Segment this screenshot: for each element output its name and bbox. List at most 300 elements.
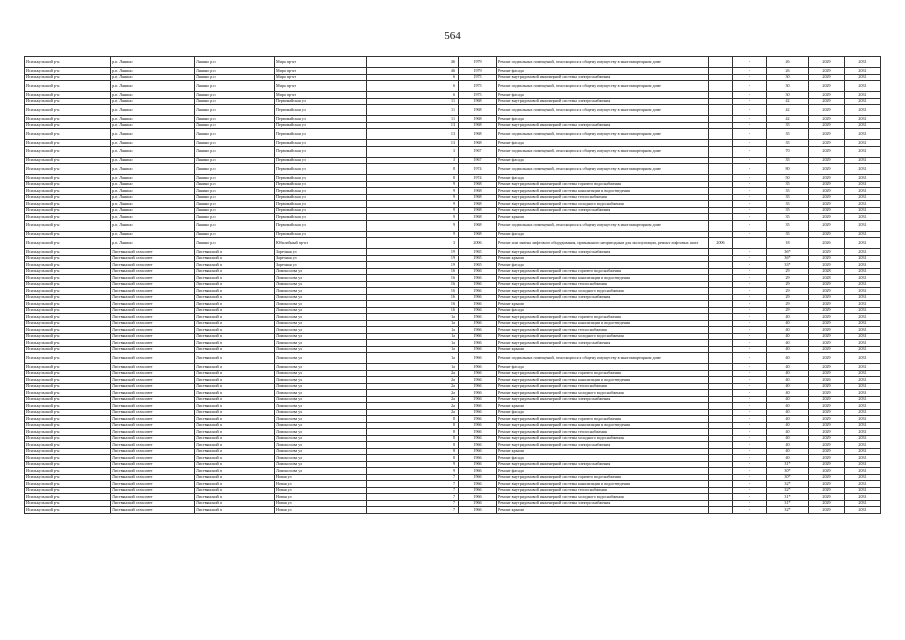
settlement-cell: Листвянский сельсовет <box>111 409 195 416</box>
table-row <box>25 146 881 157</box>
settlement-cell: Листвянский сельсовет <box>111 429 195 436</box>
table-row <box>25 220 881 231</box>
value-cell: 40 <box>767 422 809 429</box>
dash-cell: - <box>733 262 767 269</box>
end-year-cell: 2031 <box>845 249 881 256</box>
locality-cell: Лянино р.п <box>195 140 275 147</box>
locality-cell: Листвянский п <box>195 340 275 347</box>
house-number-cell: 8 <box>367 422 459 429</box>
dash-cell: - <box>733 129 767 140</box>
house-number-cell: 8 <box>367 175 459 182</box>
house-number-cell: 1а <box>367 353 459 364</box>
end-year-cell: 2031 <box>845 494 881 501</box>
settlement-cell: р.п. Лянино <box>111 129 195 140</box>
end-year-cell: 2031 <box>845 275 881 282</box>
dash-cell: - <box>733 175 767 182</box>
locality-cell: Листвянский п <box>195 301 275 308</box>
commission-year-cell <box>709 57 733 68</box>
dash-cell: - <box>733 481 767 488</box>
settlement-cell: р.п. Лянино <box>111 188 195 195</box>
start-year-cell: 2029 <box>809 81 845 92</box>
street-cell: Ломоносова ул <box>275 416 367 423</box>
settlement-cell: р.п. Лянино <box>111 194 195 201</box>
district-cell: Исилькульский р-н <box>25 409 111 416</box>
dash-cell: - <box>733 181 767 188</box>
work-type-cell: Ремонт внутридомовой инженерной системы холодного водоснабжения <box>497 201 709 208</box>
end-year-cell: 2031 <box>845 214 881 221</box>
house-number-cell: 7 <box>367 500 459 507</box>
value-cell: 40 <box>767 396 809 403</box>
start-year-cell: 2029 <box>809 231 845 238</box>
work-type-cell: Ремонт внутридомовой инженерной системы холодного водоснабжения <box>497 333 709 340</box>
district-cell: Исилькульский р-н <box>25 301 111 308</box>
work-type-cell: Ремонт фасада <box>497 231 709 238</box>
work-type-cell: Ремонт внутридомовой инженерной системы канализации и водоотведения <box>497 481 709 488</box>
dash-cell: - <box>733 383 767 390</box>
street-cell: Ломоносова ул <box>275 288 367 295</box>
settlement-cell: Листвянский сельсовет <box>111 448 195 455</box>
commission-year-cell <box>709 146 733 157</box>
value-cell: 31* <box>767 461 809 468</box>
settlement-cell: Листвянский сельсовет <box>111 383 195 390</box>
dash-cell: - <box>733 146 767 157</box>
locality-cell: Листвянский п <box>195 487 275 494</box>
dash-cell: - <box>733 333 767 340</box>
street-cell: Первомайская ул <box>275 220 367 231</box>
end-year-cell: 2031 <box>845 409 881 416</box>
start-year-cell: 2029 <box>809 461 845 468</box>
house-number-cell: 16 <box>367 275 459 282</box>
end-year-cell: 2031 <box>845 507 881 514</box>
dash-cell: - <box>733 370 767 377</box>
district-cell: Исилькульский р-н <box>25 194 111 201</box>
street-cell: Ломоносова ул <box>275 327 367 334</box>
street-cell: Ломоносова ул <box>275 435 367 442</box>
dash-cell: - <box>733 346 767 353</box>
end-year-cell: 2031 <box>845 57 881 68</box>
settlement-cell: Листвянский сельсовет <box>111 481 195 488</box>
table-body <box>25 57 881 514</box>
street-cell: Новая ул <box>275 487 367 494</box>
start-year-cell: 2029 <box>809 294 845 301</box>
dash-cell: - <box>733 105 767 116</box>
start-year-cell: 2029 <box>809 396 845 403</box>
settlement-cell: Листвянский сельсовет <box>111 249 195 256</box>
value-cell: 40 <box>767 314 809 321</box>
house-number-cell: 2а <box>367 370 459 377</box>
dash-cell: - <box>733 122 767 129</box>
end-year-cell: 2031 <box>845 194 881 201</box>
dash-cell: - <box>733 474 767 481</box>
district-cell: Исилькульский р-н <box>25 146 111 157</box>
start-year-cell: 2028 <box>809 275 845 282</box>
value-cell: 32* <box>767 481 809 488</box>
end-year-cell: 2031 <box>845 487 881 494</box>
dash-cell: - <box>733 74 767 81</box>
locality-cell: Листвянский п <box>195 370 275 377</box>
work-type-cell: Ремонт фасада <box>497 140 709 147</box>
district-cell: Исилькульский р-н <box>25 157 111 164</box>
locality-cell: Лянино р.п <box>195 146 275 157</box>
district-cell: Исилькульский р-н <box>25 429 111 436</box>
house-number-cell: 7 <box>367 487 459 494</box>
work-type-cell: Ремонт внутридомовой инженерной системы канализации и водоотведения <box>497 188 709 195</box>
dash-cell: - <box>733 377 767 384</box>
start-year-cell: 2029 <box>809 140 845 147</box>
work-type-cell: Ремонт фасада <box>497 116 709 123</box>
settlement-cell: р.п. Лянино <box>111 68 195 75</box>
start-year-cell: 2029 <box>809 116 845 123</box>
locality-cell: Листвянский п <box>195 455 275 462</box>
locality-cell: Листвянский п <box>195 474 275 481</box>
district-cell: Исилькульский р-н <box>25 327 111 334</box>
value-cell: 40 <box>767 442 809 449</box>
build-year-cell: 1966 <box>459 301 497 308</box>
dash-cell: - <box>733 207 767 214</box>
start-year-cell: 2029 <box>809 364 845 371</box>
work-type-cell: Ремонт крыши <box>497 255 709 262</box>
work-type-cell: Ремонт внутридомовой инженерной системы холодного водоснабжения <box>497 390 709 397</box>
dash-cell: - <box>733 288 767 295</box>
end-year-cell: 2031 <box>845 164 881 175</box>
street-cell: Ломоносова ул <box>275 333 367 340</box>
street-cell: Ломоносова ул <box>275 396 367 403</box>
street-cell: Ломоносова ул <box>275 377 367 384</box>
end-year-cell: 2031 <box>845 314 881 321</box>
settlement-cell: р.п. Лянино <box>111 181 195 188</box>
end-year-cell: 2031 <box>845 181 881 188</box>
house-number-cell: 16 <box>367 307 459 314</box>
locality-cell: Листвянский п <box>195 383 275 390</box>
locality-cell: Листвянский п <box>195 429 275 436</box>
house-number-cell: 13 <box>367 122 459 129</box>
settlement-cell: р.п. Лянино <box>111 98 195 105</box>
house-number-cell: 1а <box>367 340 459 347</box>
start-year-cell: 2029 <box>809 494 845 501</box>
settlement-cell: Листвянский сельсовет <box>111 288 195 295</box>
house-number-cell: 1а <box>367 314 459 321</box>
work-type-cell: Ремонт внутридомовой инженерной системы теплоснабжения <box>497 194 709 201</box>
dash-cell: - <box>733 390 767 397</box>
work-type-cell: Ремонт внутридомовой инженерной системы теплоснабжения <box>497 281 709 288</box>
dash-cell: - <box>733 275 767 282</box>
house-number-cell: 9 <box>367 188 459 195</box>
dash-cell: - <box>733 442 767 449</box>
work-type-cell: Ремонт фасада <box>497 468 709 475</box>
work-type-cell: Ремонт внутридомовой инженерной системы электроснабжения <box>497 122 709 129</box>
locality-cell: Листвянский п <box>195 403 275 410</box>
settlement-cell: Листвянский сельсовет <box>111 255 195 262</box>
value-cell: 40 <box>767 320 809 327</box>
start-year-cell: 2029 <box>809 98 845 105</box>
start-year-cell: 2029 <box>809 442 845 449</box>
value-cell: 35 <box>767 122 809 129</box>
value-cell: 40 <box>767 327 809 334</box>
commission-year-cell <box>709 164 733 175</box>
locality-cell: Листвянский п <box>195 377 275 384</box>
start-year-cell: 2029 <box>809 500 845 507</box>
start-year-cell: 2029 <box>809 207 845 214</box>
work-type-cell: Ремонт внутридомовой инженерной системы холодного водоснабжения <box>497 288 709 295</box>
start-year-cell: 2029 <box>809 288 845 295</box>
end-year-cell: 2031 <box>845 301 881 308</box>
value-cell: 40 <box>767 364 809 371</box>
value-cell: 29 <box>767 288 809 295</box>
locality-cell: Листвянский п <box>195 468 275 475</box>
locality-cell: Лянино р.п <box>195 98 275 105</box>
house-number-cell: 9 <box>367 214 459 221</box>
street-cell: Ломоносова ул <box>275 314 367 321</box>
start-year-cell: 2029 <box>809 403 845 410</box>
end-year-cell: 2031 <box>845 403 881 410</box>
locality-cell: Листвянский п <box>195 442 275 449</box>
table-row <box>25 164 881 175</box>
district-cell: Исилькульский р-н <box>25 164 111 175</box>
start-year-cell: 2029 <box>809 314 845 321</box>
build-year-cell: 1968 <box>459 105 497 116</box>
value-cell: 30 <box>767 74 809 81</box>
build-year-cell: 1966 <box>459 327 497 334</box>
build-year-cell: 1966 <box>459 494 497 501</box>
district-cell: Исилькульский р-н <box>25 220 111 231</box>
settlement-cell: р.п. Лянино <box>111 175 195 182</box>
settlement-cell: Листвянский сельсовет <box>111 455 195 462</box>
build-year-cell: 1966 <box>459 403 497 410</box>
start-year-cell: 2029 <box>809 320 845 327</box>
dash-cell: - <box>733 255 767 262</box>
settlement-cell: Листвянский сельсовет <box>111 353 195 364</box>
end-year-cell: 2031 <box>845 396 881 403</box>
street-cell: Первомайская ул <box>275 164 367 175</box>
district-cell: Исилькульский р-н <box>25 377 111 384</box>
settlement-cell: Листвянский сельсовет <box>111 346 195 353</box>
street-cell: Ломоносова ул <box>275 403 367 410</box>
end-year-cell: 2031 <box>845 468 881 475</box>
end-year-cell: 2031 <box>845 370 881 377</box>
house-number-cell: 16 <box>367 268 459 275</box>
district-cell: Исилькульский р-н <box>25 81 111 92</box>
street-cell: Ломоносова ул <box>275 364 367 371</box>
start-year-cell: 2029 <box>809 390 845 397</box>
dash-cell: - <box>733 320 767 327</box>
settlement-cell: Листвянский сельсовет <box>111 340 195 347</box>
start-year-cell: 2029 <box>809 448 845 455</box>
settlement-cell: р.п. Лянино <box>111 238 195 249</box>
locality-cell: Лянино р.п <box>195 181 275 188</box>
start-year-cell: 2028 <box>809 268 845 275</box>
end-year-cell: 2031 <box>845 140 881 147</box>
value-cell: 40 <box>767 429 809 436</box>
house-number-cell: 8 <box>367 448 459 455</box>
locality-cell: Лянино р.п <box>195 207 275 214</box>
settlement-cell: р.п. Лянино <box>111 201 195 208</box>
value-cell: 35 <box>767 129 809 140</box>
district-cell: Исилькульский р-н <box>25 268 111 275</box>
work-type-cell: Ремонт внутридомовой инженерной системы горячего водоснабжения <box>497 416 709 423</box>
build-year-cell: 1975 <box>459 81 497 92</box>
end-year-cell: 2031 <box>845 442 881 449</box>
end-year-cell: 2031 <box>845 175 881 182</box>
settlement-cell: Листвянский сельсовет <box>111 435 195 442</box>
build-year-cell: 1968 <box>459 231 497 238</box>
settlement-cell: Листвянский сельсовет <box>111 403 195 410</box>
house-number-cell: 11 <box>367 116 459 123</box>
street-cell: Новая ул <box>275 494 367 501</box>
house-number-cell: 8 <box>367 442 459 449</box>
start-year-cell: 2029 <box>809 455 845 462</box>
street-cell: Первомайская ул <box>275 194 367 201</box>
build-year-cell: 1966 <box>459 268 497 275</box>
end-year-cell: 2031 <box>845 307 881 314</box>
table-row <box>25 57 881 68</box>
start-year-cell: 2029 <box>809 68 845 75</box>
commission-year-cell <box>709 81 733 92</box>
work-type-cell: Ремонт крыши <box>497 346 709 353</box>
dash-cell: - <box>733 116 767 123</box>
settlement-cell: Листвянский сельсовет <box>111 327 195 334</box>
settlement-cell: Листвянский сельсовет <box>111 294 195 301</box>
end-year-cell: 2031 <box>845 390 881 397</box>
table-row <box>25 507 881 514</box>
start-year-cell: 2029 <box>809 92 845 99</box>
work-type-cell: Ремонт фасада <box>497 92 709 99</box>
value-cell: 40 <box>767 353 809 364</box>
dash-cell: - <box>733 220 767 231</box>
locality-cell: Лянино р.п <box>195 231 275 238</box>
house-number-cell: 2а <box>367 409 459 416</box>
district-cell: Исилькульский р-н <box>25 249 111 256</box>
street-cell: Ломоносова ул <box>275 468 367 475</box>
house-number-cell: 1а <box>367 327 459 334</box>
build-year-cell: 1968 <box>459 207 497 214</box>
street-cell: Новая ул <box>275 507 367 514</box>
start-year-cell: 2029 <box>809 262 845 269</box>
start-year-cell: 2029 <box>809 220 845 231</box>
end-year-cell: 2031 <box>845 327 881 334</box>
settlement-cell: Листвянский сельсовет <box>111 422 195 429</box>
street-cell: Заречная ул <box>275 262 367 269</box>
district-cell: Исилькульский р-н <box>25 396 111 403</box>
build-year-cell: 1967 <box>459 157 497 164</box>
settlement-cell: р.п. Лянино <box>111 157 195 164</box>
build-year-cell: 1965 <box>459 262 497 269</box>
work-type-cell: Ремонт внутридомовой инженерной системы холодного водоснабжения <box>497 435 709 442</box>
end-year-cell: 2031 <box>845 238 881 249</box>
settlement-cell: Листвянский сельсовет <box>111 314 195 321</box>
locality-cell: Листвянский п <box>195 494 275 501</box>
street-cell: Ломоносова ул <box>275 448 367 455</box>
house-number-cell: 8 <box>367 455 459 462</box>
district-cell: Исилькульский р-н <box>25 442 111 449</box>
dash-cell: - <box>733 92 767 99</box>
build-year-cell: 1966 <box>459 320 497 327</box>
street-cell: Первомайская ул <box>275 98 367 105</box>
district-cell: Исилькульский р-н <box>25 468 111 475</box>
start-year-cell: 2029 <box>809 164 845 175</box>
district-cell: Исилькульский р-н <box>25 416 111 423</box>
build-year-cell: 1968 <box>459 122 497 129</box>
district-cell: Исилькульский р-н <box>25 307 111 314</box>
work-type-cell: Ремонт подвальных помещений, относящихся к общему имуществу в многоквартирном доме <box>497 81 709 92</box>
work-type-cell: Ремонт внутридомовой инженерной системы электроснабжения <box>497 98 709 105</box>
locality-cell: Листвянский п <box>195 390 275 397</box>
work-type-cell: Ремонт внутридомовой инженерной системы теплоснабжения <box>497 327 709 334</box>
locality-cell: Листвянский п <box>195 314 275 321</box>
dash-cell: - <box>733 201 767 208</box>
settlement-cell: Листвянский сельсовет <box>111 468 195 475</box>
settlement-cell: Листвянский сельсовет <box>111 333 195 340</box>
value-cell: 29 <box>767 281 809 288</box>
district-cell: Исилькульский р-н <box>25 288 111 295</box>
end-year-cell: 2031 <box>845 207 881 214</box>
value-cell: 70 <box>767 146 809 157</box>
build-year-cell: 1968 <box>459 98 497 105</box>
street-cell: Ломоносова ул <box>275 390 367 397</box>
start-year-cell: 2029 <box>809 181 845 188</box>
end-year-cell: 2031 <box>845 455 881 462</box>
house-number-cell: 3 <box>367 157 459 164</box>
work-type-cell: Ремонт крыши <box>497 507 709 514</box>
settlement-cell: Листвянский сельсовет <box>111 396 195 403</box>
settlement-cell: Листвянский сельсовет <box>111 416 195 423</box>
house-number-cell: 11 <box>367 98 459 105</box>
district-cell: Исилькульский р-н <box>25 255 111 262</box>
settlement-cell: Листвянский сельсовет <box>111 442 195 449</box>
dash-cell: - <box>733 435 767 442</box>
dash-cell: - <box>733 468 767 475</box>
build-year-cell: 1968 <box>459 201 497 208</box>
work-type-cell: Ремонт внутридомовой инженерной системы холодного водоснабжения <box>497 494 709 501</box>
build-year-cell: 1965 <box>459 255 497 262</box>
end-year-cell: 2031 <box>845 340 881 347</box>
value-cell: 40 <box>767 390 809 397</box>
dash-cell: - <box>733 429 767 436</box>
work-type-cell: Ремонт подвальных помещений, относящихся к общему имуществу в многоквартирном доме <box>497 220 709 231</box>
start-year-cell: 2029 <box>809 333 845 340</box>
house-number-cell: 9 <box>367 231 459 238</box>
house-number-cell: 9 <box>367 468 459 475</box>
end-year-cell: 2031 <box>845 231 881 238</box>
district-cell: Исилькульский р-н <box>25 448 111 455</box>
district-cell: Исилькульский р-н <box>25 403 111 410</box>
value-cell: 40 <box>767 455 809 462</box>
dash-cell: - <box>733 301 767 308</box>
settlement-cell: Листвянский сельсовет <box>111 364 195 371</box>
street-cell: Ломоносова ул <box>275 442 367 449</box>
settlement-cell: р.п. Лянино <box>111 231 195 238</box>
street-cell: Новая ул <box>275 474 367 481</box>
street-cell: Ломоносова ул <box>275 370 367 377</box>
settlement-cell: р.п. Лянино <box>111 105 195 116</box>
house-number-cell: 8 <box>367 435 459 442</box>
end-year-cell: 2031 <box>845 320 881 327</box>
locality-cell: Листвянский п <box>195 416 275 423</box>
end-year-cell: 2031 <box>845 346 881 353</box>
work-type-cell: Ремонт крыши <box>497 448 709 455</box>
work-type-cell: Ремонт фасада <box>497 455 709 462</box>
district-cell: Исилькульский р-н <box>25 140 111 147</box>
commission-year-cell <box>709 105 733 116</box>
settlement-cell: Листвянский сельсовет <box>111 500 195 507</box>
settlement-cell: Листвянский сельсовет <box>111 262 195 269</box>
commission-year-cell: 2006 <box>709 238 733 249</box>
value-cell: 35 <box>767 188 809 195</box>
settlement-cell: Листвянский сельсовет <box>111 268 195 275</box>
value-cell: 18 <box>767 238 809 249</box>
house-number-cell: 19 <box>367 255 459 262</box>
dash-cell: - <box>733 448 767 455</box>
build-year-cell: 1966 <box>459 364 497 371</box>
